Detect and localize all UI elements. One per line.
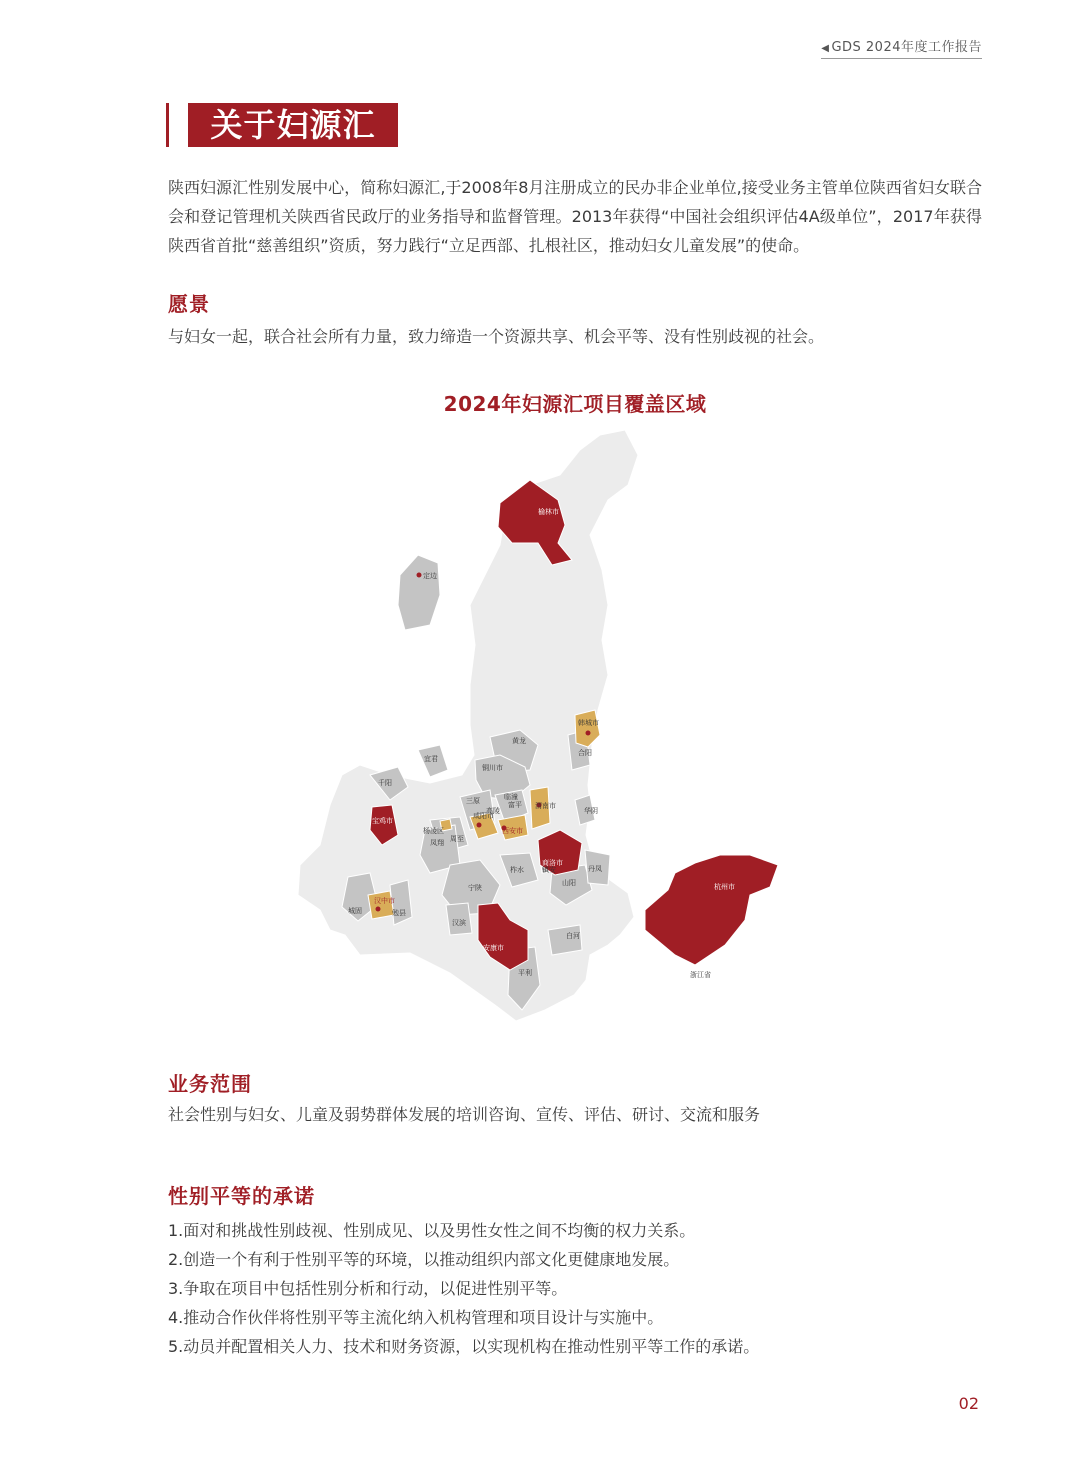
label-zhashui: 柞水 xyxy=(510,866,524,874)
label-xian: 西安市 xyxy=(502,827,523,835)
label-hanbin: 汉滨 xyxy=(452,919,466,927)
commitment-item: 4.推动合作伙伴将性别平等主流化纳入机构管理和项目设计与实施中。 xyxy=(168,1308,664,1327)
label-xianyang: 咸阳市 xyxy=(473,812,494,820)
report-header-text: GDS 2024年度工作报告 xyxy=(831,40,982,55)
label-baihe: 白河 xyxy=(566,932,580,940)
label-zhouzhi: 周至 xyxy=(450,835,464,843)
county-dingbian xyxy=(398,555,440,630)
label-ningshan: 宁陕 xyxy=(468,884,482,892)
label-ankang: 安康市 xyxy=(483,944,504,952)
commitment-item: 5.动员并配置相关人力、技术和财务资源，以实现机构在推动性别平等工作的承诺。 xyxy=(168,1337,760,1356)
label-hancheng: 韩城市 xyxy=(578,719,599,727)
pin-hancheng xyxy=(586,731,591,736)
pin-xianyang xyxy=(477,823,482,828)
vision-text: 与妇女一起，联合社会所有力量，致力缔造一个资源共享、机会平等、没有性别歧视的社会。 xyxy=(168,327,825,346)
region-hanzhong xyxy=(368,891,394,919)
scope-text: 社会性别与妇女、儿童及弱势群体发展的培训咨询、宣传、评估、研讨、交流和服务 xyxy=(168,1105,761,1124)
label-huayin: 华阴 xyxy=(584,807,598,815)
label-shanyang: 山阳 xyxy=(562,879,576,887)
label-dingbian: 定边 xyxy=(423,572,437,580)
label-mianxian: 勉县 xyxy=(392,909,406,917)
left-triangle-icon: ◀ xyxy=(821,43,830,54)
county-baihe xyxy=(548,925,582,955)
label-lintong: 临潼 xyxy=(504,793,518,801)
label-fuping: 富平 xyxy=(508,801,522,809)
commitment-item: 3.争取在项目中包括性别分析和行动，以促进性别平等。 xyxy=(168,1279,568,1298)
label-huanglong: 黄龙 xyxy=(512,737,526,745)
intro-paragraph: 陕西妇源汇性别发展中心，简称妇源汇,于2008年8月注册成立的民办非企业单位,接受业务主管单位陕西省妇女联合会和登记管理机关陕西省民政厅的业务指导和监督管理。2013年获得“中国社会组织评估4A级单位”，2017年获得陕西省首批“慈善组织”资质，努力践行“立足西部、扎根社区，推动妇女儿童发展”的使命。 xyxy=(168,178,982,255)
label-zhenan: 镇安 xyxy=(542,866,556,874)
label-hanzhong: 汉中市 xyxy=(374,897,395,905)
page-title: 关于妇源汇 xyxy=(188,103,398,147)
label-chenggu: 城固 xyxy=(348,907,362,915)
label-shangluo: 商洛市 xyxy=(542,859,563,867)
label-tongchuan: 铜川市 xyxy=(482,764,503,772)
region-hancheng xyxy=(575,710,600,747)
label-zhejiang: 浙江省 xyxy=(690,971,711,979)
label-heyang: 合阳 xyxy=(578,749,592,757)
label-pingli: 平利 xyxy=(518,969,532,977)
label-fengxiang: 凤翔 xyxy=(430,839,444,847)
commitment-item: 1.面对和挑战性别歧视、性别成见、以及男性女性之间不均衡的权力关系。 xyxy=(168,1221,696,1240)
page-number: 02 xyxy=(958,1394,979,1413)
report-header-tag xyxy=(821,36,982,59)
label-sanyuan: 三原 xyxy=(466,797,480,805)
label-yichuan: 宜君 xyxy=(424,755,438,763)
label-gaoling: 高陵 xyxy=(486,807,500,815)
label-yulin: 榆林市 xyxy=(538,508,559,516)
commitments-heading: 性别平等的承诺 xyxy=(168,1184,315,1208)
label-danfeng: 丹凤 xyxy=(588,865,602,873)
label-yangling: 杨凌区 xyxy=(423,827,444,835)
coverage-map xyxy=(290,425,790,1025)
pin-hanzhong xyxy=(376,907,381,912)
title-accent-bar xyxy=(166,103,169,147)
region-zhejiang xyxy=(645,855,778,965)
pin-ankang xyxy=(504,943,509,948)
commitments-list xyxy=(168,1216,988,1361)
commitment-item: 2.创造一个有利于性别平等的环境，以推动组织内部文化更健康地发展。 xyxy=(168,1250,680,1269)
label-hangzhou: 杭州市 xyxy=(714,883,735,891)
label-weinan: 渭南市 xyxy=(535,802,556,810)
label-baoji: 宝鸡市 xyxy=(372,817,393,825)
map-title: 2024年妇源汇项目覆盖区域 xyxy=(443,392,707,416)
scope-heading: 业务范围 xyxy=(168,1072,252,1096)
label-qianyang: 千阳 xyxy=(378,779,392,787)
vision-heading: 愿景 xyxy=(168,292,210,316)
pin-dingbian xyxy=(417,573,422,578)
pin-yulin xyxy=(532,509,537,514)
